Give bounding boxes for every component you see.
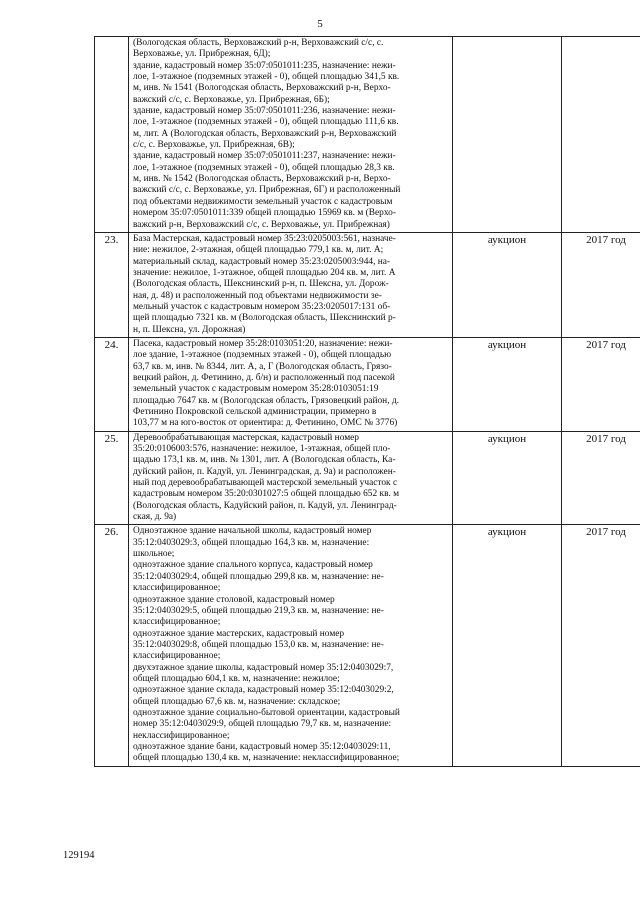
description-line: под объектами недвижимости земельный участок с кадастровым bbox=[133, 196, 393, 207]
table-row bbox=[95, 232, 640, 337]
description-line: номером 35:07:0501011:339 общей площадью 15969 кв. м (Верхо- bbox=[133, 208, 396, 219]
description-line: дуйский район, п. Кадуй, ул. Ленинградская, д. 9а) и расположен- bbox=[133, 466, 396, 477]
description-line: мельный участок с кадастровым номером 35:23:0205017:131 об- bbox=[133, 301, 391, 312]
property-description bbox=[129, 37, 453, 233]
description-line: вецкий район, д. Фетинино, д. б/н) и расположенный под пасекой bbox=[133, 372, 395, 383]
description-line: важский р-н, Верховажский с/с, с. Верховажье, ул. Прибрежная) bbox=[133, 219, 390, 230]
privatization-method: аукцион bbox=[453, 525, 562, 766]
description-line: одноэтажное здание социально-бытовой ориентации, кадастровый bbox=[133, 707, 400, 718]
description-line: н, п. Шексна, ул. Дорожная) bbox=[133, 324, 246, 335]
description-line: 35:12:0403029:8, общей площадью 153,0 кв. м, назначение: не- bbox=[133, 639, 384, 650]
description-line: одноэтажное здание мастерских, кадастровый номер bbox=[133, 628, 345, 639]
description-line: значение: нежилое, 1-этажное, общей площадью 204 кв. м, лит. А bbox=[133, 267, 396, 278]
description-line: Фетинино Покровской сельской администрации, примерно в bbox=[133, 407, 377, 417]
description-line: м, лит. А (Вологодская область, Верховажский р-н, Верховажский bbox=[133, 128, 397, 139]
privatization-method: аукцион bbox=[453, 337, 562, 431]
description-line: 63,7 кв. м, инв. № 8344, лит. А, а, Г (Вологодская область, Грязо- bbox=[133, 361, 392, 372]
description-line: ская, д. 9а) bbox=[133, 512, 177, 523]
privatization-method: аукцион bbox=[453, 431, 562, 525]
description-line: щадью 173,1 кв. м, инв. № 1301, лит. А (Вологодская область, Ка- bbox=[133, 455, 396, 466]
privatization-method: аукцион bbox=[453, 232, 562, 337]
description-line: м, инв. № 1542 (Вологодская область, Верховажский р-н, Верхо- bbox=[133, 174, 391, 185]
privatization-year: 2017 год bbox=[562, 525, 640, 766]
privatization-year: 2017 год bbox=[562, 431, 640, 525]
description-line: 103,77 м на юго-восток от ориентира: д. Фетинино, ОМС № 3776) bbox=[133, 418, 398, 429]
row-number: 24. bbox=[95, 337, 129, 431]
table-row bbox=[95, 431, 640, 525]
description-line: важский с/с, с. Верховажье, ул. Прибрежная, 6Б); bbox=[133, 94, 330, 105]
description-line: кадастровым номером 35:20:0301027:5 общей площадью 652 кв. м bbox=[133, 489, 400, 500]
description-line: Верховажье, ул. Прибрежная, 6Д); bbox=[133, 49, 271, 60]
description-line: ная, д. 48) и расположенный под объектами недвижимости зе- bbox=[133, 290, 382, 301]
description-line: здание, кадастровый номер 35:07:0501011:237, назначение: нежи- bbox=[133, 151, 396, 162]
description-line: Одноэтажное здание начальной школы, кадастровый номер bbox=[133, 526, 372, 537]
row-number bbox=[95, 37, 129, 233]
description-line: ный под деревообрабатывающей мастерской земельный участок с bbox=[133, 478, 398, 489]
description-line: здание, кадастровый номер 35:07:0501011:235, назначение: нежи- bbox=[133, 60, 396, 71]
description-line: одноэтажное здание спального корпуса, кадастровый номер bbox=[133, 560, 373, 571]
privatization-method bbox=[453, 37, 562, 233]
description-line: с/с, с. Верховажье, ул. Прибрежная, 6В); bbox=[133, 140, 295, 151]
description-line: одноэтажное здание склада, кадастровый номер 35:12:0403029:2, bbox=[133, 685, 394, 696]
property-registry-table bbox=[94, 36, 640, 767]
description-line: Деревообрабатывающая мастерская, кадастровый номер bbox=[133, 432, 359, 443]
description-line: важский с/с, с. Верховажье, ул. Прибрежная, 6Г) и расположенный bbox=[133, 185, 401, 196]
description-line: материальный склад, кадастровый номер 35:23:0205003:944, на- bbox=[133, 256, 391, 267]
description-line: одноэтажное здание бани, кадастровый номер 35:12:0403029:11, bbox=[133, 741, 391, 752]
property-description bbox=[129, 525, 453, 766]
page-number: 5 bbox=[317, 18, 323, 30]
table-row bbox=[95, 337, 640, 431]
description-line: 35:12:0403029:5, общей площадью 219,3 кв. м, назначение: не- bbox=[133, 605, 384, 616]
property-description bbox=[129, 337, 453, 431]
description-line: ние: нежилое, 2-этажная, общей площадью 779,1 кв. м, лит. А; bbox=[133, 245, 384, 256]
description-line: 35:20:0106003:576, назначение: нежилое, 1-этажная, общей пло- bbox=[133, 444, 391, 455]
privatization-year bbox=[562, 37, 640, 233]
property-description bbox=[129, 431, 453, 525]
document-code: 129194 bbox=[63, 850, 95, 861]
row-number: 25. bbox=[95, 431, 129, 525]
description-line: База Мастерская, кадастровый номер 35:23:0205003:561, назначе- bbox=[133, 233, 396, 244]
description-line: площадью 7647 кв. м (Вологодская область, Грязовецкий район, д. bbox=[133, 395, 399, 406]
registry-body bbox=[95, 37, 640, 767]
table-row bbox=[95, 37, 640, 233]
description-line: Пасека, кадастровый номер 35:28:0103051:20, назначение: нежи- bbox=[133, 338, 393, 349]
description-line: земельный участок с кадастровым номером 35:28:0103051:19 bbox=[133, 384, 379, 395]
privatization-year: 2017 год bbox=[562, 337, 640, 431]
description-line: двухэтажное здание школы, кадастровый номер 35:12:0403029:7, bbox=[133, 662, 394, 673]
description-line: щей площадью 7321 кв. м (Вологодская область, Шекснинский р- bbox=[133, 313, 396, 324]
row-number: 23. bbox=[95, 232, 129, 337]
description-line: классифицированное; bbox=[133, 583, 221, 594]
description-line: 35:12:0403029:4, общей площадью 299,8 кв. м, назначение: не- bbox=[133, 571, 384, 582]
row-number: 26. bbox=[95, 525, 129, 766]
description-line: лое здание, 1-этажное (подземных этажей - 0), общей площадью bbox=[133, 350, 392, 361]
description-line: лое, 1-этажное (подземных этажей - 0), общей площадью 111,6 кв. bbox=[133, 117, 399, 128]
description-line: классифицированное; bbox=[133, 617, 221, 628]
privatization-year: 2017 год bbox=[562, 232, 640, 337]
property-description bbox=[129, 232, 453, 337]
description-line: (Вологодская область, Кадуйский район, п. Кадуй, ул. Ленинград- bbox=[133, 500, 397, 511]
description-line: лое, 1-этажное (подземных этажей - 0), общей площадью 28,3 кв. bbox=[133, 162, 395, 173]
description-line: классифицированное; bbox=[133, 651, 221, 662]
description-line: неклассифицированное; bbox=[133, 730, 230, 741]
description-line: здание, кадастровый номер 35:07:0501011:236, назначение: нежи- bbox=[133, 106, 396, 117]
description-line: общей площадью 67,6 кв. м, назначение: складское; bbox=[133, 696, 341, 707]
description-line: лое, 1-этажное (подземных этажей - 0), общей площадью 341,5 кв. bbox=[133, 72, 400, 83]
description-line: (Вологодская область, Верховажский р-н, Верховажский с/с, с. bbox=[133, 38, 384, 48]
description-line: 35:12:0403029:3, общей площадью 164,3 кв. м, назначение: bbox=[133, 537, 370, 548]
table-row bbox=[95, 525, 640, 766]
description-line: общей площадью 604,1 кв. м, назначение: нежилое; bbox=[133, 673, 340, 684]
description-line: номер 35:12:0403029:9, общей площадью 79,7 кв. м, назначение: bbox=[133, 719, 392, 730]
description-line: общей площадью 130,4 кв. м, назначение: неклассифицированное; bbox=[133, 753, 400, 764]
description-line: одноэтажное здание столовой, кадастровый номер bbox=[133, 594, 335, 605]
description-line: (Вологодская область, Шекснинский р-н, п. Шексна, ул. Дорож- bbox=[133, 279, 389, 290]
description-line: школьное; bbox=[133, 549, 175, 560]
description-line: м, инв. № 1541 (Вологодская область, Верховажский р-н, Верхо- bbox=[133, 83, 391, 94]
